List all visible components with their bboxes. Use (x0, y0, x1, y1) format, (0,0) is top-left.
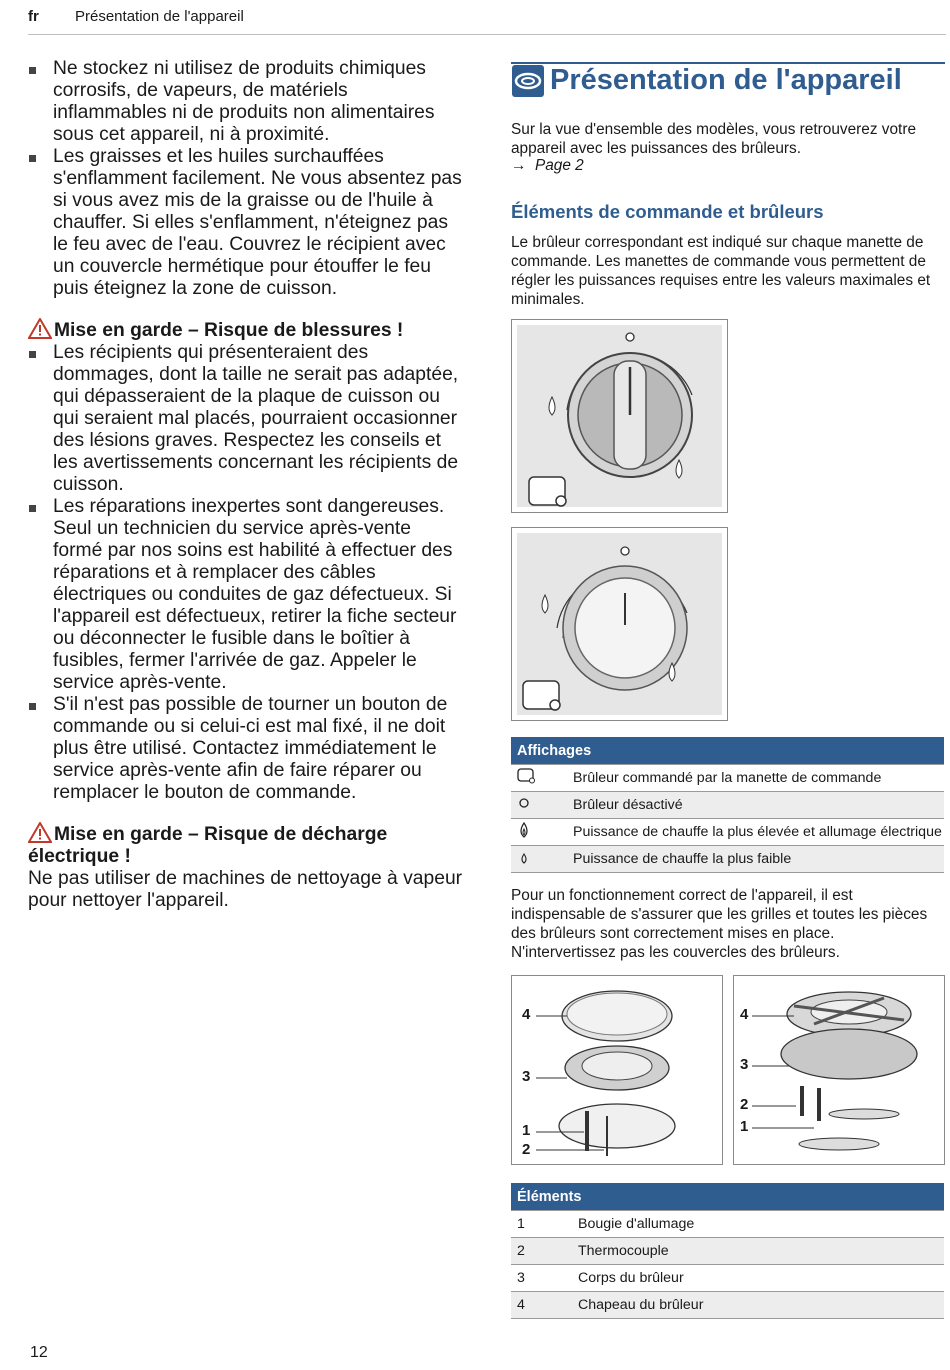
big-flame-icon (517, 821, 533, 839)
page-reference[interactable]: → Page 2 (511, 157, 584, 174)
callout-label: 4 (522, 1006, 531, 1023)
table-row: Brûleur désactivé (511, 792, 944, 819)
callout-label: 2 (740, 1096, 749, 1113)
control-knob-illustration (517, 325, 722, 507)
subsection-title: Éléments de commande et brûleurs (511, 201, 824, 222)
warning-heading-electric: Mise en garde – Risque de décharge électrique ! (28, 824, 388, 867)
intro-text: Sur la vue d'ensemble des modèles, vous retrouverez votre appareil avec les puissances des brûleurs. (511, 121, 917, 157)
list-item: S'il n'est pas possible de tourner un bouton de commande ou si celui-ci est mal fixé, il ne doit plus être utilisé. Contactez immédiatement le service après-vente afin de faire réparer ou remplacer le bouton de commande. (28, 694, 463, 804)
page-number: 12 (30, 1344, 48, 1361)
table-row: Puissance de chauffe la plus faible (511, 846, 944, 873)
header-lang: fr (28, 8, 39, 25)
header-title: Présentation de l'appareil (75, 8, 244, 25)
table-row: 4 Chapeau du brûleur (511, 1292, 944, 1319)
knob-figure-1 (511, 319, 728, 513)
appliance-overview-icon (512, 65, 544, 97)
burner-assembled-illustration (734, 976, 944, 1164)
bullet-icon (29, 351, 36, 358)
burner-figure-exploded (511, 975, 723, 1165)
controls-description: Le brûleur correspondant est indiqué sur chaque manette de commande. Les manettes de commande vous permettent de régler les puissances requises entre les valeurs maximales et minimales. (511, 234, 931, 308)
list-item: Les réparations inexpertes sont dangereuses. Seul un technicien du service après-vente formé par nos soins est habilité à effectuer des réparations et à remplacer des câbles électriques ou conduites de gaz défectueux. Si l'appareil est défectueux, retirer la fiche secteur ou déconnecter le fusible dans le boîtier à fusibles, fermer l'arrivée de gaz. Appeler le service après-vente. (28, 496, 463, 694)
bullet-icon (29, 505, 36, 512)
warning-heading-injury: Mise en garde – Risque de blessures ! (28, 318, 463, 342)
arrow-right-icon: → (511, 157, 527, 174)
table-row: Puissance de chauffe la plus élevée et allumage électrique (511, 819, 944, 846)
bullet-icon (29, 155, 36, 162)
control-knob-illustration (517, 533, 722, 715)
header-divider (28, 34, 946, 35)
bullet-icon (29, 703, 36, 710)
warning-triangle-icon (28, 318, 52, 339)
list-item: Ne stockez ni utilisez de produits chimiques corrosifs, de vapeurs, de matériels inflammables ni de produits non alimentaires sous cet appareil, ni à proximité. (28, 58, 463, 146)
warning-text: Ne pas utiliser de machines de nettoyage à vapeur pour nettoyer l'appareil. (28, 868, 463, 911)
table-header: Affichages (511, 737, 944, 765)
table-header: Éléments (511, 1183, 944, 1211)
callout-label: 1 (522, 1122, 531, 1139)
bullet-icon (29, 67, 36, 74)
list-item: Les récipients qui présenteraient des dommages, dont la taille ne serait pas adaptée, qui dépasseraient de la plaque de cuisson ou qui seraient mal placés, pourraient occasionner des lésions graves. Respectez les conseils et les avertissements concernant les récipients de cuisson. (28, 342, 463, 496)
callout-label: 3 (740, 1056, 749, 1073)
knob-figure-2 (511, 527, 728, 721)
left-column (28, 58, 463, 912)
callout-label: 2 (522, 1141, 531, 1158)
burner-exploded-illustration (512, 976, 722, 1164)
callout-label: 3 (522, 1068, 531, 1085)
elements-table (511, 1183, 944, 1319)
burner-figure-assembled (733, 975, 945, 1165)
warning-triangle-icon (28, 822, 52, 843)
assembly-note: Pour un fonctionnement correct de l'appareil, il est indispensable de s'assurer que les grilles et toutes les pièces des brûleurs sont correctement mises en place. N'intervertissez pas les couvercles des brûleurs. (511, 887, 928, 961)
table-row: 1 Bougie d'allumage (511, 1211, 944, 1238)
section-title: Présentation de l'appareil (550, 64, 902, 96)
list-item: Les graisses et les huiles surchauffées s'enflamment facilement. Ne vous absentez pas si vous avez mis de la graisse ou de l'huile à chauffer. Si elles s'enflamment, n'éteignez pas le feu avec de l'eau. Couvrez le récipient avec un couvercle hermétique pour étouffer le feu puis éteignez la zone de cuisson. (28, 146, 463, 300)
callout-label: 1 (740, 1118, 749, 1135)
table-row: 3 Corps du brûleur (511, 1265, 944, 1292)
callout-label: 4 (740, 1006, 749, 1023)
small-flame-icon (517, 849, 533, 865)
table-row: Brûleur commandé par la manette de commande (511, 765, 944, 792)
burner-selector-icon (517, 768, 537, 784)
indicators-table (511, 737, 944, 873)
off-circle-icon (517, 795, 533, 811)
table-row: 2 Thermocouple (511, 1238, 944, 1265)
